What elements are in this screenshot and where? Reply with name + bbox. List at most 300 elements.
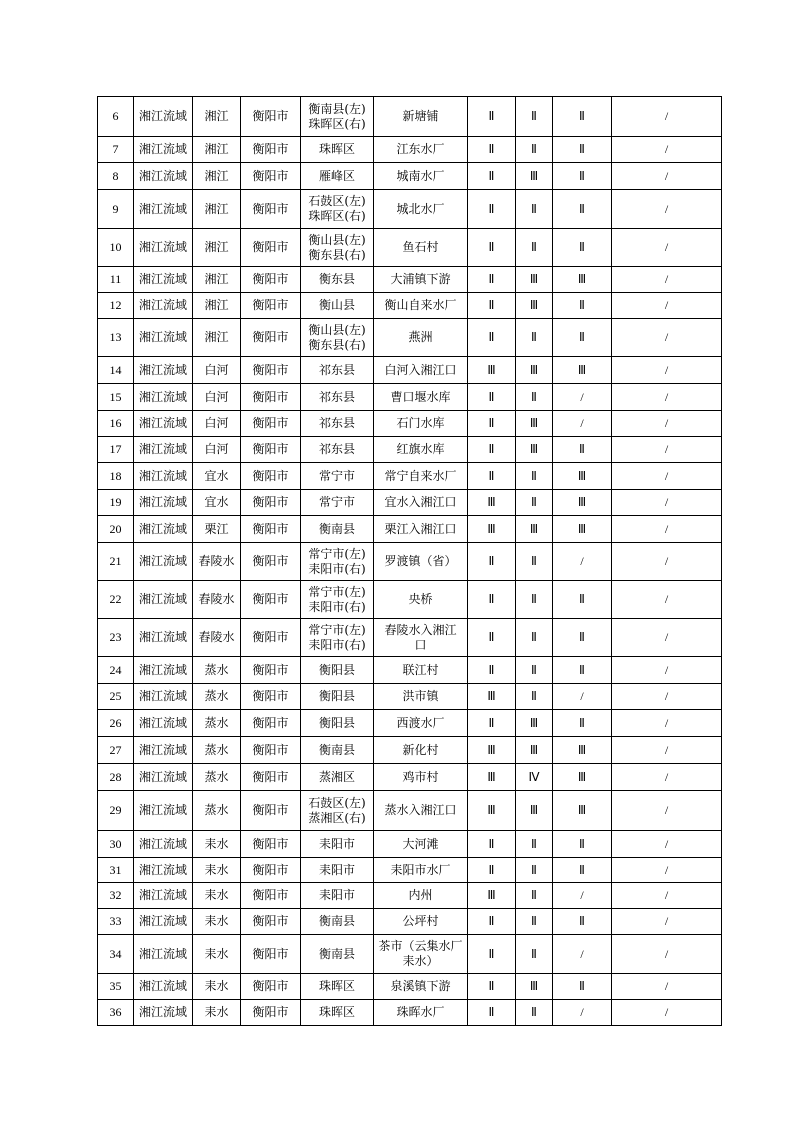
row-number: 27 bbox=[98, 737, 134, 764]
basin-cell: 湘江流域 bbox=[134, 384, 193, 411]
grade-3-cell: Ⅱ bbox=[553, 831, 612, 858]
river-cell: 舂陵水 bbox=[193, 619, 241, 657]
river-cell: 耒水 bbox=[193, 935, 241, 974]
row-number: 6 bbox=[98, 97, 134, 137]
site-cell: 栗江入湘江口 bbox=[374, 516, 468, 543]
city-cell: 衡阳市 bbox=[241, 581, 301, 619]
river-cell: 舂陵水 bbox=[193, 581, 241, 619]
city-cell: 衡阳市 bbox=[241, 935, 301, 974]
grade-3-cell: Ⅲ bbox=[553, 516, 612, 543]
table-row bbox=[98, 319, 722, 357]
site-cell: 鱼石村 bbox=[374, 229, 468, 267]
table-row bbox=[98, 463, 722, 490]
table-row bbox=[98, 137, 722, 163]
grade-2-cell: Ⅱ bbox=[516, 190, 553, 229]
table-row bbox=[98, 764, 722, 791]
row-number: 34 bbox=[98, 935, 134, 974]
table-row bbox=[98, 293, 722, 319]
city-cell: 衡阳市 bbox=[241, 516, 301, 543]
table-row bbox=[98, 384, 722, 411]
grade-1-cell: Ⅱ bbox=[468, 190, 516, 229]
grade-2-cell: Ⅱ bbox=[516, 883, 553, 909]
row-number: 10 bbox=[98, 229, 134, 267]
grade-3-cell: / bbox=[553, 935, 612, 974]
grade-3-cell: Ⅱ bbox=[553, 657, 612, 684]
row-number: 29 bbox=[98, 791, 134, 831]
row-number: 22 bbox=[98, 581, 134, 619]
row-number: 36 bbox=[98, 1000, 134, 1026]
river-cell: 湘江 bbox=[193, 190, 241, 229]
table-row bbox=[98, 974, 722, 1000]
table-body bbox=[98, 97, 722, 1026]
basin-cell: 湘江流域 bbox=[134, 319, 193, 357]
city-cell: 衡阳市 bbox=[241, 858, 301, 883]
note-cell: / bbox=[612, 267, 722, 293]
city-cell: 衡阳市 bbox=[241, 463, 301, 490]
county-cell: 珠晖区 bbox=[301, 1000, 374, 1026]
row-number: 15 bbox=[98, 384, 134, 411]
river-cell: 白河 bbox=[193, 357, 241, 384]
row-number: 26 bbox=[98, 710, 134, 737]
table-row bbox=[98, 619, 722, 657]
grade-1-cell: Ⅲ bbox=[468, 357, 516, 384]
site-cell: 新塘铺 bbox=[374, 97, 468, 137]
row-number: 8 bbox=[98, 163, 134, 190]
site-cell: 江东水厂 bbox=[374, 137, 468, 163]
grade-2-cell: Ⅱ bbox=[516, 657, 553, 684]
grade-2-cell: Ⅲ bbox=[516, 163, 553, 190]
county-cell: 耒阳市 bbox=[301, 858, 374, 883]
site-cell: 内州 bbox=[374, 883, 468, 909]
site-cell: 白河入湘江口 bbox=[374, 357, 468, 384]
grade-3-cell: Ⅱ bbox=[553, 97, 612, 137]
grade-2-cell: Ⅱ bbox=[516, 1000, 553, 1026]
grade-2-cell: Ⅲ bbox=[516, 974, 553, 1000]
note-cell: / bbox=[612, 516, 722, 543]
grade-2-cell: Ⅲ bbox=[516, 710, 553, 737]
basin-cell: 湘江流域 bbox=[134, 543, 193, 581]
row-number: 17 bbox=[98, 437, 134, 463]
river-cell: 栗江 bbox=[193, 516, 241, 543]
river-cell: 湘江 bbox=[193, 229, 241, 267]
site-cell: 罗渡镇（省） bbox=[374, 543, 468, 581]
note-cell: / bbox=[612, 357, 722, 384]
grade-2-cell: Ⅱ bbox=[516, 831, 553, 858]
site-cell: 洪市镇 bbox=[374, 684, 468, 710]
note-cell: / bbox=[612, 97, 722, 137]
grade-3-cell: / bbox=[553, 1000, 612, 1026]
site-cell: 红旗水库 bbox=[374, 437, 468, 463]
county-cell: 祁东县 bbox=[301, 357, 374, 384]
site-cell: 泉溪镇下游 bbox=[374, 974, 468, 1000]
table-row bbox=[98, 684, 722, 710]
note-cell: / bbox=[612, 137, 722, 163]
river-cell: 白河 bbox=[193, 384, 241, 411]
table-row bbox=[98, 858, 722, 883]
note-cell: / bbox=[612, 490, 722, 516]
basin-cell: 湘江流域 bbox=[134, 858, 193, 883]
note-cell: / bbox=[612, 437, 722, 463]
site-cell: 大浦镇下游 bbox=[374, 267, 468, 293]
note-cell: / bbox=[612, 791, 722, 831]
grade-1-cell: Ⅱ bbox=[468, 710, 516, 737]
county-cell: 常宁市 bbox=[301, 463, 374, 490]
county-cell: 祁东县 bbox=[301, 437, 374, 463]
city-cell: 衡阳市 bbox=[241, 97, 301, 137]
county-cell: 雁峰区 bbox=[301, 163, 374, 190]
grade-1-cell: Ⅱ bbox=[468, 974, 516, 1000]
table-row bbox=[98, 490, 722, 516]
table-row bbox=[98, 163, 722, 190]
site-cell: 央桥 bbox=[374, 581, 468, 619]
grade-1-cell: Ⅲ bbox=[468, 490, 516, 516]
county-cell: 衡山县(左) 衡东县(右) bbox=[301, 229, 374, 267]
river-cell: 蒸水 bbox=[193, 684, 241, 710]
city-cell: 衡阳市 bbox=[241, 229, 301, 267]
grade-1-cell: Ⅱ bbox=[468, 229, 516, 267]
grade-1-cell: Ⅱ bbox=[468, 543, 516, 581]
county-cell: 蒸湘区 bbox=[301, 764, 374, 791]
basin-cell: 湘江流域 bbox=[134, 883, 193, 909]
site-cell: 西渡水厂 bbox=[374, 710, 468, 737]
river-cell: 耒水 bbox=[193, 831, 241, 858]
site-cell: 茶市（云集水厂 耒水） bbox=[374, 935, 468, 974]
basin-cell: 湘江流域 bbox=[134, 97, 193, 137]
city-cell: 衡阳市 bbox=[241, 357, 301, 384]
note-cell: / bbox=[612, 411, 722, 437]
note-cell: / bbox=[612, 163, 722, 190]
grade-3-cell: Ⅱ bbox=[553, 858, 612, 883]
site-cell: 曹口堰水库 bbox=[374, 384, 468, 411]
water-quality-table bbox=[97, 96, 722, 1026]
table-row bbox=[98, 737, 722, 764]
row-number: 30 bbox=[98, 831, 134, 858]
grade-2-cell: Ⅱ bbox=[516, 581, 553, 619]
row-number: 9 bbox=[98, 190, 134, 229]
city-cell: 衡阳市 bbox=[241, 190, 301, 229]
grade-1-cell: Ⅲ bbox=[468, 684, 516, 710]
note-cell: / bbox=[612, 684, 722, 710]
basin-cell: 湘江流域 bbox=[134, 974, 193, 1000]
basin-cell: 湘江流域 bbox=[134, 657, 193, 684]
grade-1-cell: Ⅱ bbox=[468, 935, 516, 974]
grade-2-cell: Ⅱ bbox=[516, 543, 553, 581]
basin-cell: 湘江流域 bbox=[134, 137, 193, 163]
site-cell: 衡山自来水厂 bbox=[374, 293, 468, 319]
note-cell: / bbox=[612, 710, 722, 737]
river-cell: 蒸水 bbox=[193, 764, 241, 791]
county-cell: 耒阳市 bbox=[301, 831, 374, 858]
grade-1-cell: Ⅲ bbox=[468, 791, 516, 831]
river-cell: 耒水 bbox=[193, 974, 241, 1000]
grade-3-cell: Ⅱ bbox=[553, 710, 612, 737]
row-number: 24 bbox=[98, 657, 134, 684]
note-cell: / bbox=[612, 764, 722, 791]
table-row bbox=[98, 909, 722, 935]
row-number: 13 bbox=[98, 319, 134, 357]
note-cell: / bbox=[612, 190, 722, 229]
note-cell: / bbox=[612, 974, 722, 1000]
river-cell: 宜水 bbox=[193, 463, 241, 490]
grade-3-cell: Ⅱ bbox=[553, 137, 612, 163]
county-cell: 祁东县 bbox=[301, 384, 374, 411]
basin-cell: 湘江流域 bbox=[134, 229, 193, 267]
row-number: 11 bbox=[98, 267, 134, 293]
city-cell: 衡阳市 bbox=[241, 909, 301, 935]
basin-cell: 湘江流域 bbox=[134, 1000, 193, 1026]
table-row bbox=[98, 883, 722, 909]
basin-cell: 湘江流域 bbox=[134, 764, 193, 791]
river-cell: 舂陵水 bbox=[193, 543, 241, 581]
row-number: 16 bbox=[98, 411, 134, 437]
grade-1-cell: Ⅲ bbox=[468, 516, 516, 543]
river-cell: 耒水 bbox=[193, 858, 241, 883]
row-number: 7 bbox=[98, 137, 134, 163]
grade-1-cell: Ⅱ bbox=[468, 319, 516, 357]
row-number: 21 bbox=[98, 543, 134, 581]
city-cell: 衡阳市 bbox=[241, 437, 301, 463]
county-cell: 衡东县 bbox=[301, 267, 374, 293]
city-cell: 衡阳市 bbox=[241, 974, 301, 1000]
river-cell: 宜水 bbox=[193, 490, 241, 516]
grade-1-cell: Ⅱ bbox=[468, 293, 516, 319]
note-cell: / bbox=[612, 737, 722, 764]
river-cell: 湘江 bbox=[193, 319, 241, 357]
river-cell: 蒸水 bbox=[193, 791, 241, 831]
grade-3-cell: / bbox=[553, 411, 612, 437]
basin-cell: 湘江流域 bbox=[134, 437, 193, 463]
city-cell: 衡阳市 bbox=[241, 163, 301, 190]
note-cell: / bbox=[612, 319, 722, 357]
table-row bbox=[98, 791, 722, 831]
grade-1-cell: Ⅱ bbox=[468, 831, 516, 858]
county-cell: 常宁市(左) 耒阳市(右) bbox=[301, 581, 374, 619]
grade-3-cell: Ⅱ bbox=[553, 437, 612, 463]
grade-1-cell: Ⅱ bbox=[468, 581, 516, 619]
grade-1-cell: Ⅱ bbox=[468, 137, 516, 163]
city-cell: 衡阳市 bbox=[241, 737, 301, 764]
river-cell: 蒸水 bbox=[193, 737, 241, 764]
basin-cell: 湘江流域 bbox=[134, 267, 193, 293]
table-row bbox=[98, 97, 722, 137]
grade-2-cell: Ⅲ bbox=[516, 411, 553, 437]
grade-2-cell: Ⅲ bbox=[516, 357, 553, 384]
grade-3-cell: / bbox=[553, 684, 612, 710]
site-cell: 城南水厂 bbox=[374, 163, 468, 190]
grade-2-cell: Ⅲ bbox=[516, 791, 553, 831]
row-number: 28 bbox=[98, 764, 134, 791]
grade-2-cell: Ⅱ bbox=[516, 229, 553, 267]
river-cell: 湘江 bbox=[193, 163, 241, 190]
row-number: 18 bbox=[98, 463, 134, 490]
grade-1-cell: Ⅲ bbox=[468, 883, 516, 909]
river-cell: 湘江 bbox=[193, 97, 241, 137]
grade-3-cell: Ⅱ bbox=[553, 974, 612, 1000]
county-cell: 衡南县 bbox=[301, 737, 374, 764]
table-row bbox=[98, 516, 722, 543]
row-number: 35 bbox=[98, 974, 134, 1000]
county-cell: 珠晖区 bbox=[301, 137, 374, 163]
grade-2-cell: Ⅲ bbox=[516, 516, 553, 543]
grade-3-cell: Ⅲ bbox=[553, 267, 612, 293]
site-cell: 珠晖水厂 bbox=[374, 1000, 468, 1026]
note-cell: / bbox=[612, 909, 722, 935]
grade-1-cell: Ⅱ bbox=[468, 384, 516, 411]
basin-cell: 湘江流域 bbox=[134, 190, 193, 229]
site-cell: 舂陵水入湘江 口 bbox=[374, 619, 468, 657]
basin-cell: 湘江流域 bbox=[134, 163, 193, 190]
row-number: 20 bbox=[98, 516, 134, 543]
grade-3-cell: Ⅱ bbox=[553, 190, 612, 229]
grade-1-cell: Ⅲ bbox=[468, 764, 516, 791]
note-cell: / bbox=[612, 581, 722, 619]
note-cell: / bbox=[612, 883, 722, 909]
grade-1-cell: Ⅱ bbox=[468, 1000, 516, 1026]
grade-2-cell: Ⅲ bbox=[516, 437, 553, 463]
city-cell: 衡阳市 bbox=[241, 791, 301, 831]
county-cell: 衡阳县 bbox=[301, 657, 374, 684]
basin-cell: 湘江流域 bbox=[134, 791, 193, 831]
site-cell: 鸡市村 bbox=[374, 764, 468, 791]
grade-1-cell: Ⅱ bbox=[468, 267, 516, 293]
table-row bbox=[98, 543, 722, 581]
note-cell: / bbox=[612, 293, 722, 319]
note-cell: / bbox=[612, 831, 722, 858]
grade-2-cell: Ⅱ bbox=[516, 684, 553, 710]
note-cell: / bbox=[612, 619, 722, 657]
city-cell: 衡阳市 bbox=[241, 883, 301, 909]
grade-1-cell: Ⅱ bbox=[468, 97, 516, 137]
site-cell: 大河滩 bbox=[374, 831, 468, 858]
table-row bbox=[98, 831, 722, 858]
grade-1-cell: Ⅱ bbox=[468, 411, 516, 437]
table-row bbox=[98, 411, 722, 437]
county-cell: 常宁市(左) 耒阳市(右) bbox=[301, 619, 374, 657]
note-cell: / bbox=[612, 543, 722, 581]
grade-1-cell: Ⅱ bbox=[468, 619, 516, 657]
city-cell: 衡阳市 bbox=[241, 319, 301, 357]
city-cell: 衡阳市 bbox=[241, 384, 301, 411]
county-cell: 衡阳县 bbox=[301, 684, 374, 710]
county-cell: 石鼓区(左) 珠晖区(右) bbox=[301, 190, 374, 229]
grade-1-cell: Ⅱ bbox=[468, 858, 516, 883]
basin-cell: 湘江流域 bbox=[134, 737, 193, 764]
grade-3-cell: Ⅱ bbox=[553, 909, 612, 935]
grade-3-cell: Ⅱ bbox=[553, 619, 612, 657]
grade-1-cell: Ⅱ bbox=[468, 657, 516, 684]
basin-cell: 湘江流域 bbox=[134, 684, 193, 710]
table-row bbox=[98, 190, 722, 229]
grade-3-cell: Ⅲ bbox=[553, 357, 612, 384]
grade-2-cell: Ⅱ bbox=[516, 137, 553, 163]
grade-2-cell: Ⅱ bbox=[516, 858, 553, 883]
table-row bbox=[98, 267, 722, 293]
county-cell: 常宁市(左) 耒阳市(右) bbox=[301, 543, 374, 581]
city-cell: 衡阳市 bbox=[241, 267, 301, 293]
county-cell: 衡山县(左) 衡东县(右) bbox=[301, 319, 374, 357]
basin-cell: 湘江流域 bbox=[134, 935, 193, 974]
grade-3-cell: Ⅲ bbox=[553, 737, 612, 764]
river-cell: 湘江 bbox=[193, 293, 241, 319]
river-cell: 白河 bbox=[193, 437, 241, 463]
county-cell: 衡南县 bbox=[301, 516, 374, 543]
basin-cell: 湘江流域 bbox=[134, 516, 193, 543]
grade-2-cell: Ⅱ bbox=[516, 97, 553, 137]
row-number: 25 bbox=[98, 684, 134, 710]
note-cell: / bbox=[612, 935, 722, 974]
note-cell: / bbox=[612, 384, 722, 411]
table-row bbox=[98, 229, 722, 267]
site-cell: 城北水厂 bbox=[374, 190, 468, 229]
grade-3-cell: Ⅱ bbox=[553, 293, 612, 319]
table-row bbox=[98, 581, 722, 619]
county-cell: 衡阳县 bbox=[301, 710, 374, 737]
city-cell: 衡阳市 bbox=[241, 490, 301, 516]
county-cell: 石鼓区(左) 蒸湘区(右) bbox=[301, 791, 374, 831]
grade-3-cell: Ⅲ bbox=[553, 791, 612, 831]
county-cell: 衡南县 bbox=[301, 935, 374, 974]
county-cell: 衡南县(左) 珠晖区(右) bbox=[301, 97, 374, 137]
grade-3-cell: Ⅲ bbox=[553, 490, 612, 516]
note-cell: / bbox=[612, 858, 722, 883]
note-cell: / bbox=[612, 463, 722, 490]
grade-3-cell: / bbox=[553, 883, 612, 909]
site-cell: 石门水库 bbox=[374, 411, 468, 437]
grade-2-cell: Ⅱ bbox=[516, 463, 553, 490]
site-cell: 新化村 bbox=[374, 737, 468, 764]
grade-2-cell: Ⅱ bbox=[516, 490, 553, 516]
city-cell: 衡阳市 bbox=[241, 1000, 301, 1026]
table-row bbox=[98, 657, 722, 684]
county-cell: 珠晖区 bbox=[301, 974, 374, 1000]
city-cell: 衡阳市 bbox=[241, 137, 301, 163]
basin-cell: 湘江流域 bbox=[134, 411, 193, 437]
table-row bbox=[98, 935, 722, 974]
grade-3-cell: Ⅱ bbox=[553, 319, 612, 357]
grade-3-cell: Ⅱ bbox=[553, 581, 612, 619]
grade-3-cell: Ⅲ bbox=[553, 463, 612, 490]
river-cell: 耒水 bbox=[193, 1000, 241, 1026]
note-cell: / bbox=[612, 1000, 722, 1026]
county-cell: 常宁市 bbox=[301, 490, 374, 516]
river-cell: 蒸水 bbox=[193, 710, 241, 737]
grade-3-cell: Ⅱ bbox=[553, 229, 612, 267]
table-row bbox=[98, 437, 722, 463]
row-number: 14 bbox=[98, 357, 134, 384]
basin-cell: 湘江流域 bbox=[134, 357, 193, 384]
basin-cell: 湘江流域 bbox=[134, 463, 193, 490]
note-cell: / bbox=[612, 229, 722, 267]
grade-1-cell: Ⅲ bbox=[468, 737, 516, 764]
city-cell: 衡阳市 bbox=[241, 293, 301, 319]
note-cell: / bbox=[612, 657, 722, 684]
city-cell: 衡阳市 bbox=[241, 764, 301, 791]
city-cell: 衡阳市 bbox=[241, 411, 301, 437]
basin-cell: 湘江流域 bbox=[134, 619, 193, 657]
grade-1-cell: Ⅱ bbox=[468, 463, 516, 490]
river-cell: 耒水 bbox=[193, 883, 241, 909]
site-cell: 燕洲 bbox=[374, 319, 468, 357]
row-number: 12 bbox=[98, 293, 134, 319]
grade-2-cell: Ⅱ bbox=[516, 619, 553, 657]
grade-2-cell: Ⅳ bbox=[516, 764, 553, 791]
row-number: 33 bbox=[98, 909, 134, 935]
river-cell: 白河 bbox=[193, 411, 241, 437]
county-cell: 耒阳市 bbox=[301, 883, 374, 909]
grade-3-cell: Ⅲ bbox=[553, 764, 612, 791]
row-number: 31 bbox=[98, 858, 134, 883]
grade-2-cell: Ⅲ bbox=[516, 293, 553, 319]
